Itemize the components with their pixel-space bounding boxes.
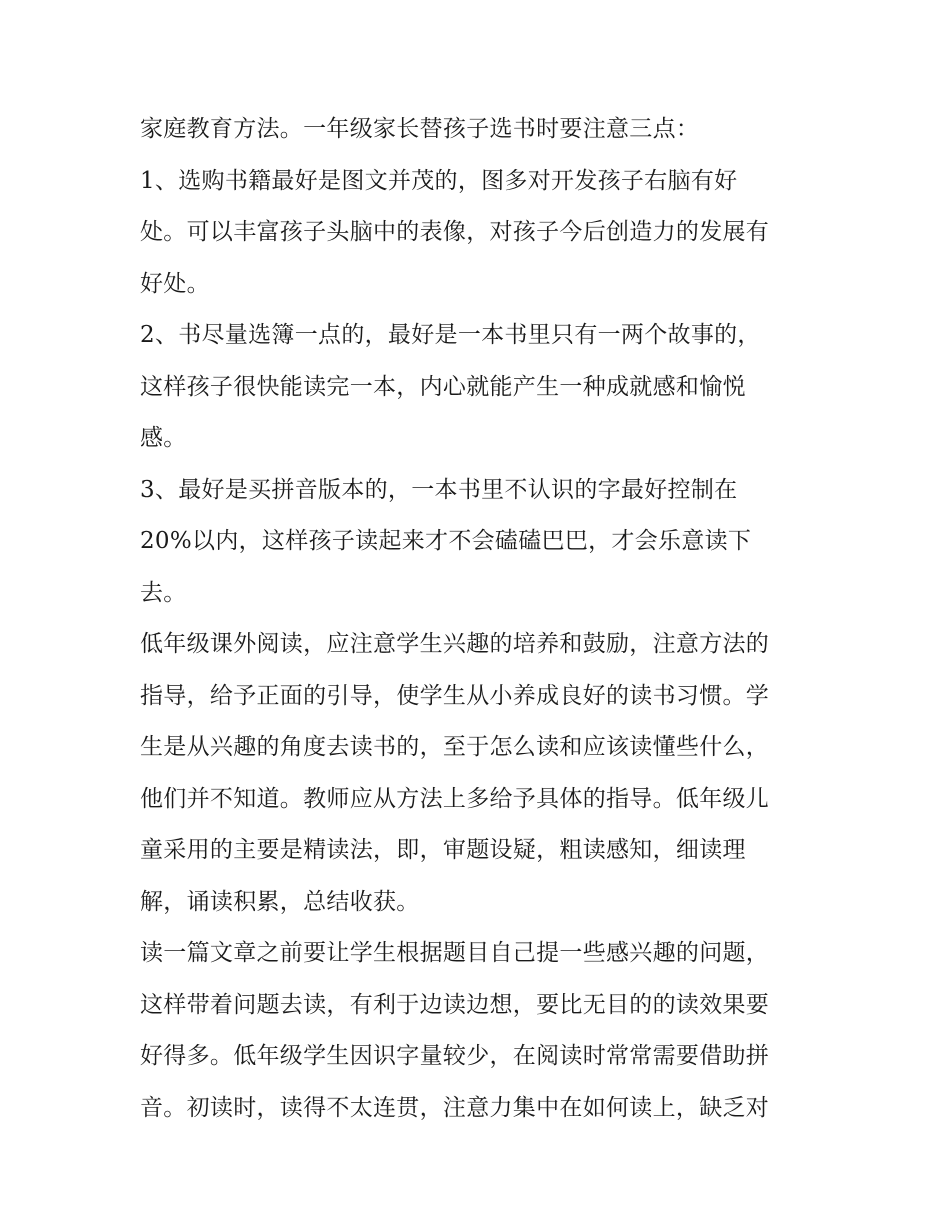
text-line: 好得多。低年级学生因识字量较少，在阅读时常常需要借助拼 — [140, 1043, 770, 1069]
text-line: 感。 — [140, 425, 187, 451]
text-line: 读一篇文章之前要让学生根据题目自己提一些感兴趣的问题， — [140, 940, 770, 966]
text-line: 20%以内，这样孩子读起来才不会磕磕巴巴，才会乐意读下 — [140, 528, 752, 554]
text-line: 这样孩子很快能读完一本，内心就能产生一种成就感和愉悦 — [140, 373, 746, 400]
text-line: 好处。 — [140, 270, 210, 297]
text-line: 指导，给予正面的引导，使学生从小养成良好的读书习惯。学 — [140, 682, 770, 709]
text-line: 他们并不知道。教师应从方法上多给予具体的指导。低年级儿 — [140, 785, 770, 812]
text-line: 音。初读时，读得不太连贯，注意力集中在如何读上，缺乏对 — [140, 1094, 770, 1121]
text-line: 童采用的主要是精读法，即，审题设疑，粗读感知，细读理 — [140, 837, 746, 863]
text-line: 2、书尽量选簿一点的，最好是一本书里只有一两个故事的， — [140, 322, 761, 348]
text-line: 这样带着问题去读，有利于边读边想，要比无目的的读效果要 — [140, 991, 770, 1018]
text-line: 1、选购书籍最好是图文并茂的，图多对开发孩子右脑有好 — [140, 167, 738, 194]
text-line: 处。可以丰富孩子头脑中的表像，对孩子今后创造力的发展有 — [140, 219, 770, 245]
text-line: 生是从兴趣的角度去读书的，至于怎么读和应该读懂些什么， — [140, 734, 770, 760]
text-line: 低年级课外阅读，应注意学生兴趣的培养和鼓励，注意方法的 — [140, 631, 770, 657]
document-body — [140, 104, 812, 1134]
text-line: 3、最好是买拼音版本的，一本书里不认识的字最好控制在 — [140, 476, 738, 503]
text-line: 解，诵读积累，总结收获。 — [140, 888, 420, 915]
text-line: 家庭教育方法。一年级家长替孩子选书时要注意三点： — [140, 116, 700, 142]
text-line: 去。 — [140, 579, 187, 606]
